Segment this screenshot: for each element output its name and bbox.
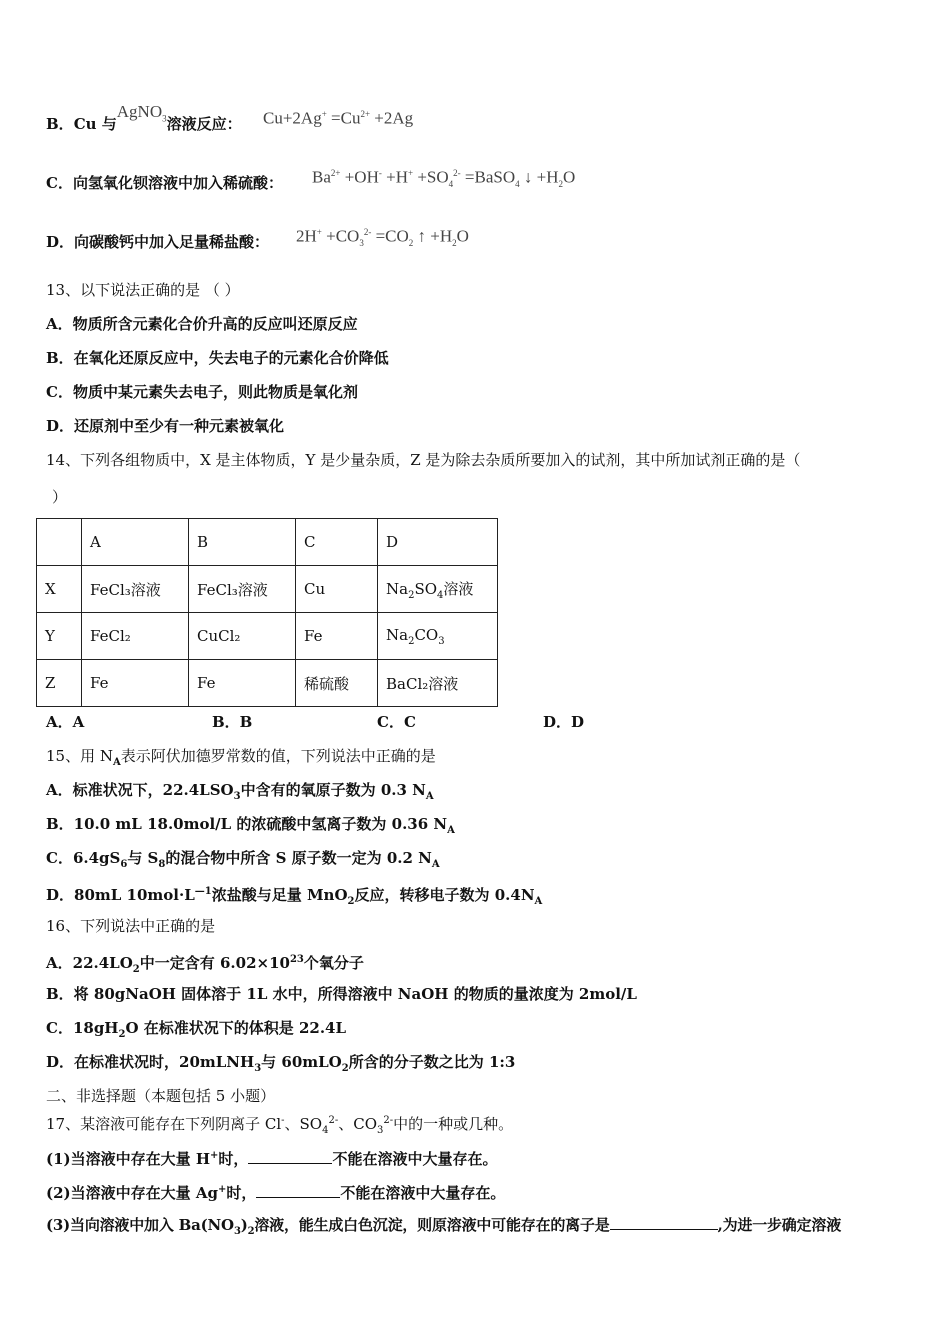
table-cell: Cu	[296, 566, 378, 613]
row-label-z: Z	[37, 660, 82, 707]
table-cell: FeCl₃溶液	[189, 566, 296, 613]
q12-d-equation: $2H^+ +CO_3^{2-} =CO_2$ ↑ $+H_2O$	[296, 226, 469, 249]
q14-stem: 14、下列各组物质中，X 是主体物质，Y 是少量杂质，Z 是为除去杂质所要加入的试剂，其中所加试剂正确的是（	[46, 451, 801, 469]
q13-option-a: A．物质所含元素化合价升高的反应叫还原反应	[46, 315, 358, 333]
q15-option-a: A．标准状况下，$22.4LSO_3$中含有的氧原子数为 0.3 $N_A$	[46, 781, 434, 802]
q15-stem: 15、用 $N_A$表示阿伏加德罗常数的值，下列说法中正确的是	[46, 747, 436, 768]
table-cell: Fe	[296, 613, 378, 660]
q16-stem: 16、下列说法中正确的是	[46, 917, 216, 935]
q17-stem: 17、某溶液可能存在下列阴离子 Cl-、$SO_4^{2-}$、$CO_3^{2-}$中的一种或几种。	[46, 1115, 514, 1136]
table-row	[37, 519, 498, 566]
q16-option-a: A．$22.4LO_2$中一定含有 $6.02\times 10^{23}$个氧分子	[46, 954, 364, 975]
q14-option-b: B．B	[212, 713, 253, 731]
answer-blank[interactable]	[256, 1182, 340, 1198]
table-row	[37, 613, 498, 660]
q16-option-c: C．$18gH_2O$ 在标准状况下的体积是 22.4L	[46, 1019, 347, 1040]
row-label-x: X	[37, 566, 82, 613]
table-cell: Fe	[189, 660, 296, 707]
table-header-c: C	[296, 519, 378, 566]
q15-option-c: C．$6.4gS_6$与 $S_8$的混合物中所含 S 原子数一定为 0.2 $N_A$	[46, 849, 440, 870]
answer-blank[interactable]	[610, 1214, 718, 1230]
q16-option-d: D．在标准状况时，20mLNH$_3$与 60mLO$_2$所含的分子数之比为 1:3	[46, 1053, 516, 1074]
q12-c-equation: $Ba^{2+} +OH^- +H^+ +SO_4^{2-}$ =BaSO$_4$ ↓ $+H_2O$	[312, 167, 576, 190]
table-header-d: D	[378, 519, 498, 566]
q12-b-reagent: AgNO$_3$	[116, 102, 167, 124]
q12-b-equation: $Cu+2Ag^+ =Cu^{2+} +2Ag$	[263, 108, 414, 128]
table-cell: Fe	[82, 660, 189, 707]
table-cell: BaCl₂溶液	[378, 660, 498, 707]
q12-option-b: B．Cu 与AgNO$_3$溶液反应：	[46, 102, 242, 133]
q12-option-c: C．向氢氧化钡溶液中加入稀硫酸：	[46, 174, 283, 192]
q14-stem-end: ）	[52, 488, 68, 506]
section-heading: 二、非选择题（本题包括 5 小题）	[46, 1087, 276, 1105]
table-cell: CuCl₂	[189, 613, 296, 660]
q14-table	[36, 518, 498, 707]
q15-option-b: B．10.0 mL 18.0mol/L 的浓硫酸中氢离子数为 0.36 $N_A$	[46, 815, 455, 836]
table-row	[37, 660, 498, 707]
table-header-a: A	[82, 519, 189, 566]
table-row	[37, 566, 498, 613]
q17-part-1: (1)当溶液中存在大量 H+时， 不能在溶液中大量存在。	[46, 1150, 498, 1168]
table-cell: FeCl₃溶液	[82, 566, 189, 613]
row-label-y: Y	[37, 613, 82, 660]
q13-stem: 13、以下说法正确的是 （ ）	[46, 281, 240, 299]
answer-blank[interactable]	[248, 1148, 332, 1164]
table-cell: $Na_2SO_4$溶液	[378, 566, 498, 613]
q14-option-c: C．C	[377, 713, 416, 731]
q14-option-a: A．A	[46, 713, 85, 731]
q15-option-d: D．80mL $10mol\cdot L^{—1}$浓盐酸与足量 MnO$_2$反应，转移电子数为 $0.4N_A$	[46, 886, 543, 907]
q13-option-b: B．在氧化还原反应中，失去电子的元素化合价降低	[46, 349, 389, 367]
table-cell: 稀硫酸	[296, 660, 378, 707]
q14-option-d: D．D	[543, 713, 585, 731]
q12-option-d: D．向碳酸钙中加入足量稀盐酸：	[46, 233, 270, 251]
q17-part-3: (3)当向溶液中加入 $Ba(NO_3)_2$溶液，能生成白色沉淀，则原溶液中可能存在的离子是 ,为进一步确定溶液	[46, 1216, 842, 1237]
table-header-b: B	[189, 519, 296, 566]
q16-option-b: B．将 80gNaOH 固体溶于 1L 水中，所得溶液中 NaOH 的物质的量浓度为 2mol/L	[46, 985, 637, 1003]
q13-option-c: C．物质中某元素失去电子，则此物质是氧化剂	[46, 383, 358, 401]
q13-option-d: D．还原剂中至少有一种元素被氧化	[46, 417, 285, 435]
table-cell: $Na_2CO_3$	[378, 613, 498, 660]
table-cell: FeCl₂	[82, 613, 189, 660]
q17-part-2: (2)当溶液中存在大量 Ag+时， 不能在溶液中大量存在。	[46, 1184, 506, 1202]
